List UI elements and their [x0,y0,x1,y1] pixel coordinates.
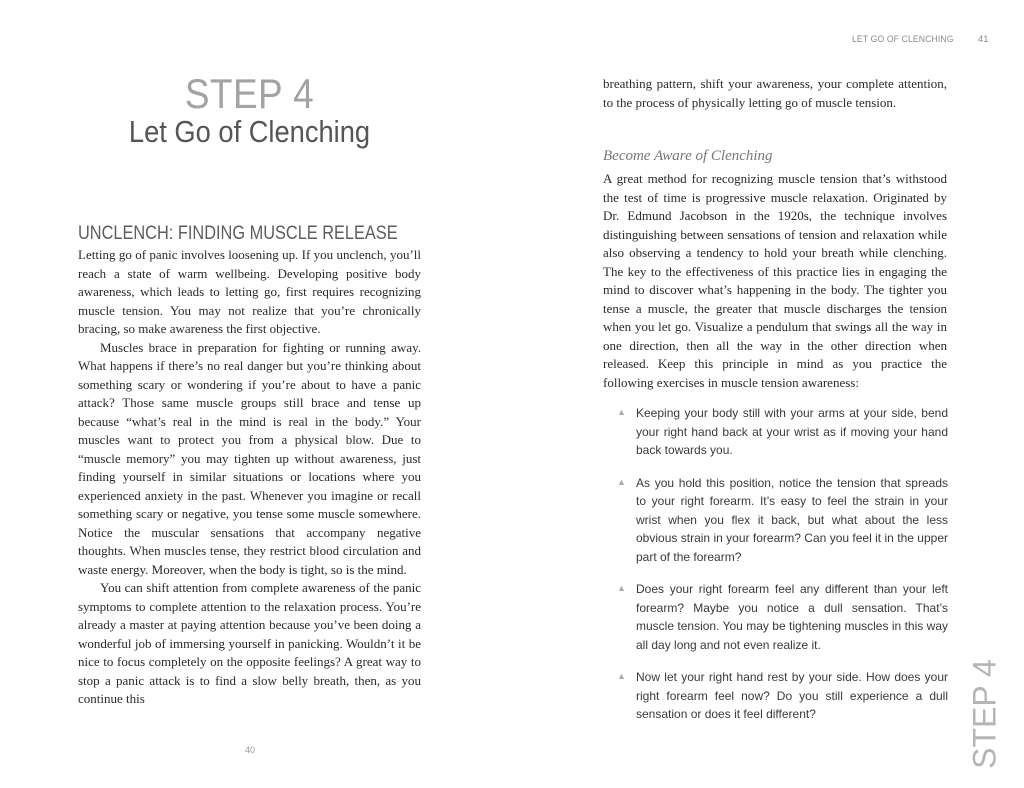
running-head: LET GO OF CLENCHING [852,34,954,45]
exercise-list [617,404,949,738]
subheading: Become Aware of Clenching [603,148,773,164]
paragraph-3: You can shift attention from complete awareness of the panic symptoms to complete attention to the relaxation process. You’re already a master at paying attention because you’ve been doing a wonderful job of immersing yourself in panicking. Wouldn’t it be nice to focus completely on the opposite feelings? A great way to stop a panic attack is to find a slow belly breath, then, as you continue this [78,580,421,706]
paragraph-1: Letting go of panic involves loosening up. If you unclench, you’ll reach a state of warm wellbeing. Developing positive body awareness, which leads to letting go, first requires recognizing muscle tension. You may not realize that you’re chronically bracing, so make awareness the first objective. [78,247,421,336]
list-item [617,474,949,567]
paragraph-2: Muscles brace in preparation for fighting or running away. What happens if there’s no real danger but you’re thinking about something scary or wondering if you’re about to have a panic attack? Those same muscle groups still brace and tense up because “what’s real in the mind is real in the body.” Your muscles want to protect you from a physical blow. Due to “muscle memory” you may tighten up without awareness, just finding yourself in similar situations or locations where you experienced anxiety in the past. Whenever you imagine or recall something scary or negative, you tense some muscle somewhere. Notice the muscular sensations that accompany negative thoughts. When muscles tense, they restrict blood circulation and waste energy. Moreover, when the body is tight, so is the mind. [78,339,421,577]
continued-paragraph: breathing pattern, shift your awareness, your complete attention, to the process of physically letting go of muscle tension. [603,76,947,110]
left-page-number: 40 [244,745,255,755]
list-item [617,404,949,460]
right-page [512,0,1024,788]
side-tab [965,659,1005,769]
list-item-text: As you hold this position, notice the tension that spreads to your right forearm. It’s easy to feel the strain in your wrist when you flex it back, but what about the less obvious strain in your forearm? Can you feel it in the upper part of the forearm? [636,475,948,564]
chapter-title: Let Go of Clenching [128,114,371,149]
list-item [617,580,949,654]
right-page-number: 41 [978,34,989,45]
section-heading: UNCLENCH: FINDING MUSCLE RELEASE [78,223,398,244]
leaf-icon: ▲ [617,583,626,593]
list-item-text: Now let your right hand rest by your side. How does your right forearm feel now? Do you still experience a dull sensation or does it feel different? [636,670,948,721]
list-item-text: Does your right forearm feel any different than your left forearm? Maybe you notice a dull sensation. That’s muscle tension. You may be tightening muscles in this way all day long and not even realize it. [636,582,948,652]
list-item [617,668,949,724]
chapter-step-number: STEP 4 [184,70,315,117]
leaf-icon: ▲ [617,671,626,681]
leaf-icon: ▲ [617,407,626,417]
leaf-icon: ▲ [617,476,626,487]
right-paragraph: A great method for recognizing muscle tension that’s withstood the test of time is progressive muscle relaxation. Originated by Dr. Edmund Jacobson in the 1920s, the technique involves distinguishing between sensations of tension and relaxation while also observing a tendency to hold your breath while clenching. The key to the effectiveness of this practice lies in engaging the mind to discover what’s happening in the body. The tighter you tense a muscle, the greater that muscle discharges the tension when you let go. Visualize a pendulum that swings all the way in one direction, then all the way in the other direction when released. Keep this principle in mind as you practice the following exercises in muscle tension awareness: [603,171,947,390]
list-item-text: Keeping your body still with your arms at your side, bend your right hand back at your wrist as if moving your hand back towards you. [636,406,948,457]
side-tab-label: STEP 4 [966,659,1003,769]
left-body-text [78,246,421,709]
